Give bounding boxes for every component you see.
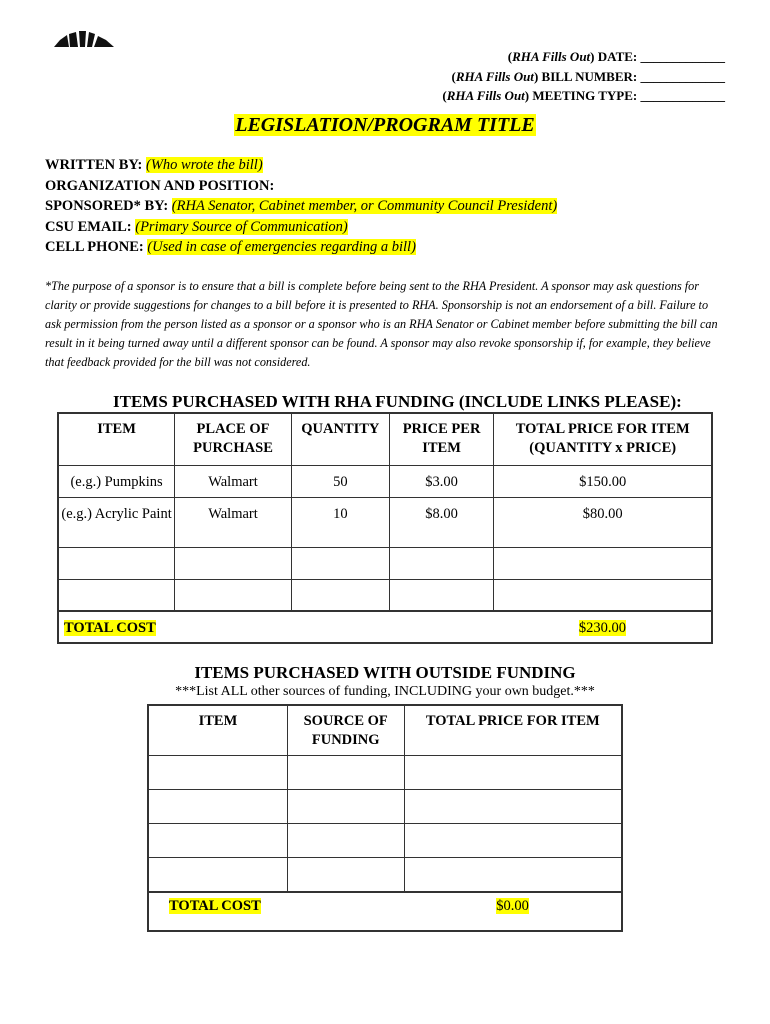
cell[interactable]: Walmart (175, 497, 292, 547)
total-cost-value: $0.00 (404, 892, 622, 931)
cell[interactable]: (e.g.) Pumpkins (58, 465, 175, 497)
column-header: ITEM (58, 413, 175, 465)
organization-logo (54, 30, 116, 48)
cell[interactable] (404, 789, 622, 823)
table-row (148, 857, 622, 892)
table-row (148, 789, 622, 823)
table-row (58, 465, 712, 497)
cell[interactable] (287, 823, 404, 857)
cell[interactable]: (e.g.) Acrylic Paint (58, 497, 175, 547)
sponsored-by-line: SPONSORED* BY: (RHA Senator, Cabinet member, or Community Council President) (45, 198, 558, 214)
outside-funding-subheading: ***List ALL other sources of funding, INCLUDING your own budget.*** (175, 684, 595, 699)
cell[interactable]: $8.00 (389, 497, 494, 547)
meeting-type-line: (RHA Fills Out) MEETING TYPE: _____________ (442, 88, 725, 103)
document-title: LEGISLATION/PROGRAM TITLE (235, 114, 535, 136)
column-header: TOTAL PRICE FOR ITEM (QUANTITY x PRICE) (494, 413, 712, 465)
cell[interactable] (389, 579, 494, 611)
cell[interactable] (494, 579, 712, 611)
bill-number-line: (RHA Fills Out) BILL NUMBER: _____________ (451, 68, 725, 84)
rha-funding-heading: ITEMS PURCHASED WITH RHA FUNDING (INCLUDE LINKS PLEASE): (113, 392, 682, 411)
cell-phone-line: CELL PHONE: (Used in case of emergencies regarding a bill) (45, 239, 416, 255)
outside-funding-heading: ITEMS PURCHASED WITH OUTSIDE FUNDING (194, 663, 576, 682)
cell[interactable] (58, 547, 175, 579)
table-row (58, 579, 712, 611)
outside-funding-table (147, 704, 623, 932)
table-header-row (148, 705, 622, 755)
rha-funding-table (57, 412, 713, 644)
cell[interactable] (291, 579, 389, 611)
total-row (148, 892, 622, 931)
written-by-line: WRITTEN BY: (Who wrote the bill) (45, 157, 263, 173)
cell[interactable]: 10 (291, 497, 389, 547)
table-row (58, 497, 712, 547)
cell[interactable]: 50 (291, 465, 389, 497)
cell[interactable] (494, 547, 712, 579)
cell[interactable] (404, 823, 622, 857)
cell[interactable]: Walmart (175, 465, 292, 497)
column-header: SOURCE OF FUNDING (287, 705, 404, 755)
header-fields (442, 47, 725, 106)
cell[interactable] (287, 789, 404, 823)
table-row (58, 547, 712, 579)
cell[interactable] (148, 755, 287, 789)
cell[interactable] (287, 857, 404, 892)
bill-info (45, 155, 557, 258)
table-row (148, 755, 622, 789)
cell[interactable] (148, 789, 287, 823)
cell[interactable] (175, 547, 292, 579)
total-cost-label: TOTAL COST (148, 892, 404, 931)
column-header: PRICE PER ITEM (389, 413, 494, 465)
total-row (58, 611, 712, 643)
csu-email-line: CSU EMAIL: (Primary Source of Communication) (45, 218, 348, 235)
cell[interactable] (148, 857, 287, 892)
cell[interactable] (389, 547, 494, 579)
total-cost-label: TOTAL COST (58, 611, 494, 643)
sponsor-note: *The purpose of a sponsor is to ensure that a bill is complete before being sent to the RHA President. A sponsor may ask questions for clarity or provide suggestions for changes to a bill before it is presented to RHA. Sponsorship is not an endorsement of a bill. Failure to ask permission from the person listed as a sponsor or a sponsor who is an RHA Senator or Cabinet member before submitting the bill can result in it being turned away until a different sponsor can be found. A sponsor may also revoke sponsorship if, for example, they believe that feedback provided for the bill was not considered. (45, 279, 718, 369)
cell[interactable] (58, 579, 175, 611)
cell[interactable] (175, 579, 292, 611)
organization-line: ORGANIZATION AND POSITION: (45, 177, 275, 194)
cell[interactable]: $3.00 (389, 465, 494, 497)
table-row (148, 823, 622, 857)
cell[interactable]: $150.00 (494, 465, 712, 497)
date-line: (RHA Fills Out) DATE: _____________ (507, 49, 725, 64)
cell[interactable] (404, 755, 622, 789)
column-header: TOTAL PRICE FOR ITEM (404, 705, 622, 755)
cell[interactable] (287, 755, 404, 789)
total-cost-value: $230.00 (494, 611, 712, 643)
column-header: ITEM (148, 705, 287, 755)
cell[interactable] (291, 547, 389, 579)
table-header-row (58, 413, 712, 465)
cell[interactable] (404, 857, 622, 892)
cell[interactable]: $80.00 (494, 497, 712, 547)
cell[interactable] (148, 823, 287, 857)
column-header: QUANTITY (291, 413, 389, 465)
column-header: PLACE OF PURCHASE (175, 413, 292, 465)
